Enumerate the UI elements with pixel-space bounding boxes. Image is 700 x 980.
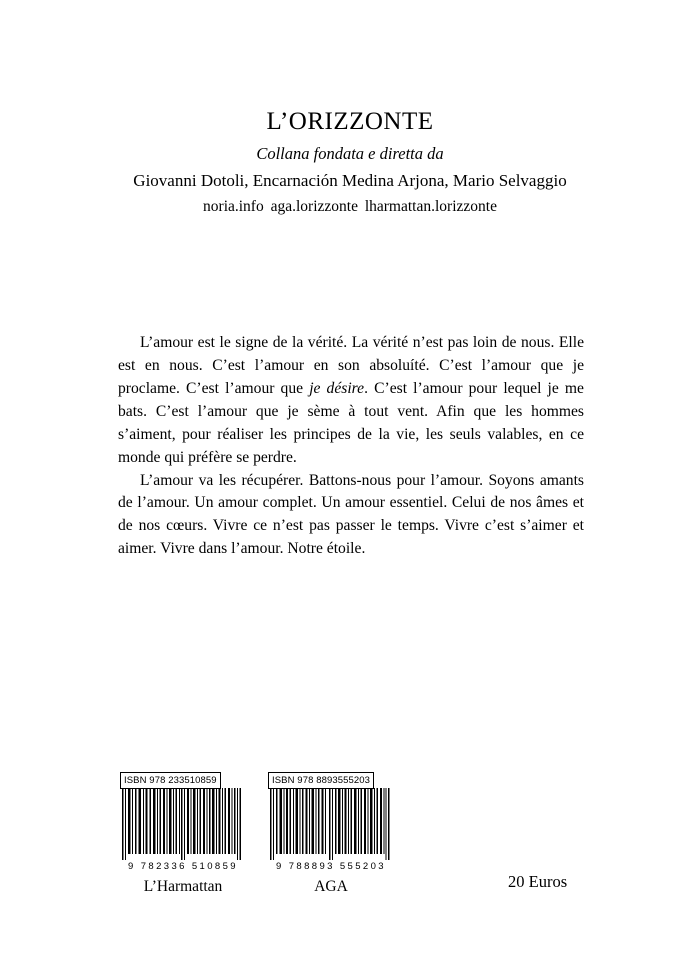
blurb-text — [118, 332, 584, 561]
series-header — [0, 108, 700, 216]
series-links: noria.info aga.lorizzonte lharmattan.lorizzonte — [203, 197, 497, 215]
blurb-p1-emphasis: je désire — [309, 379, 365, 397]
series-editors: Giovanni Dotoli, Encarnación Medina Arjona, Mario Selvaggio — [133, 170, 567, 190]
barcode-block-harmattan — [120, 770, 246, 896]
series-subtitle: Collana fondata e diretta da — [256, 143, 444, 163]
imprint-harmattan: L’Harmattan — [143, 878, 223, 895]
blurb-p1-part2: . C’est l’amour pour lequel je me bats. C’est l’amour que je sème à tout vent. Afin que les hommes s’aiment, pour réaliser les principes de la vie, les seuls valables, en ce monde qui préfère se perdre. — [118, 379, 584, 466]
isbn-label-aga: ISBN 978 8893555203 — [268, 772, 374, 789]
isbn-label-harmattan: ISBN 978 233510859 — [120, 772, 221, 789]
blurb-paragraph-1 — [118, 332, 584, 470]
barcode-image-harmattan — [120, 788, 246, 860]
series-title: L’ORIZZONTE — [266, 108, 434, 135]
barcode-digits-harmattan: 9 782336 510859 — [128, 861, 238, 872]
barcode-block-aga — [268, 770, 394, 896]
barcode-digits-aga: 9 788893 555203 — [276, 861, 386, 872]
price-label: 20 Euros — [508, 872, 568, 891]
barcode-image-aga — [268, 788, 394, 860]
blurb-paragraph-2: L’amour va les récupérer. Battons-nous pour l’amour. Soyons amants de l’amour. Un amour complet. Un amour essentiel. Celui de nos âmes et de nos cœurs. Vivre ce n’est pas passer le temps. Vivre c’est s’aimer et aimer. Vivre dans l’amour. Notre étoile. — [118, 471, 584, 558]
imprint-aga: AGA — [314, 878, 348, 895]
blurb-p1-part1: L’amour est le signe de la vérité. La vérité n’est pas loin de nous. Elle est en nous. C’est l’amour en son absoluíté. C’est l’amour que je proclame. C’est l’amour que — [118, 334, 584, 397]
